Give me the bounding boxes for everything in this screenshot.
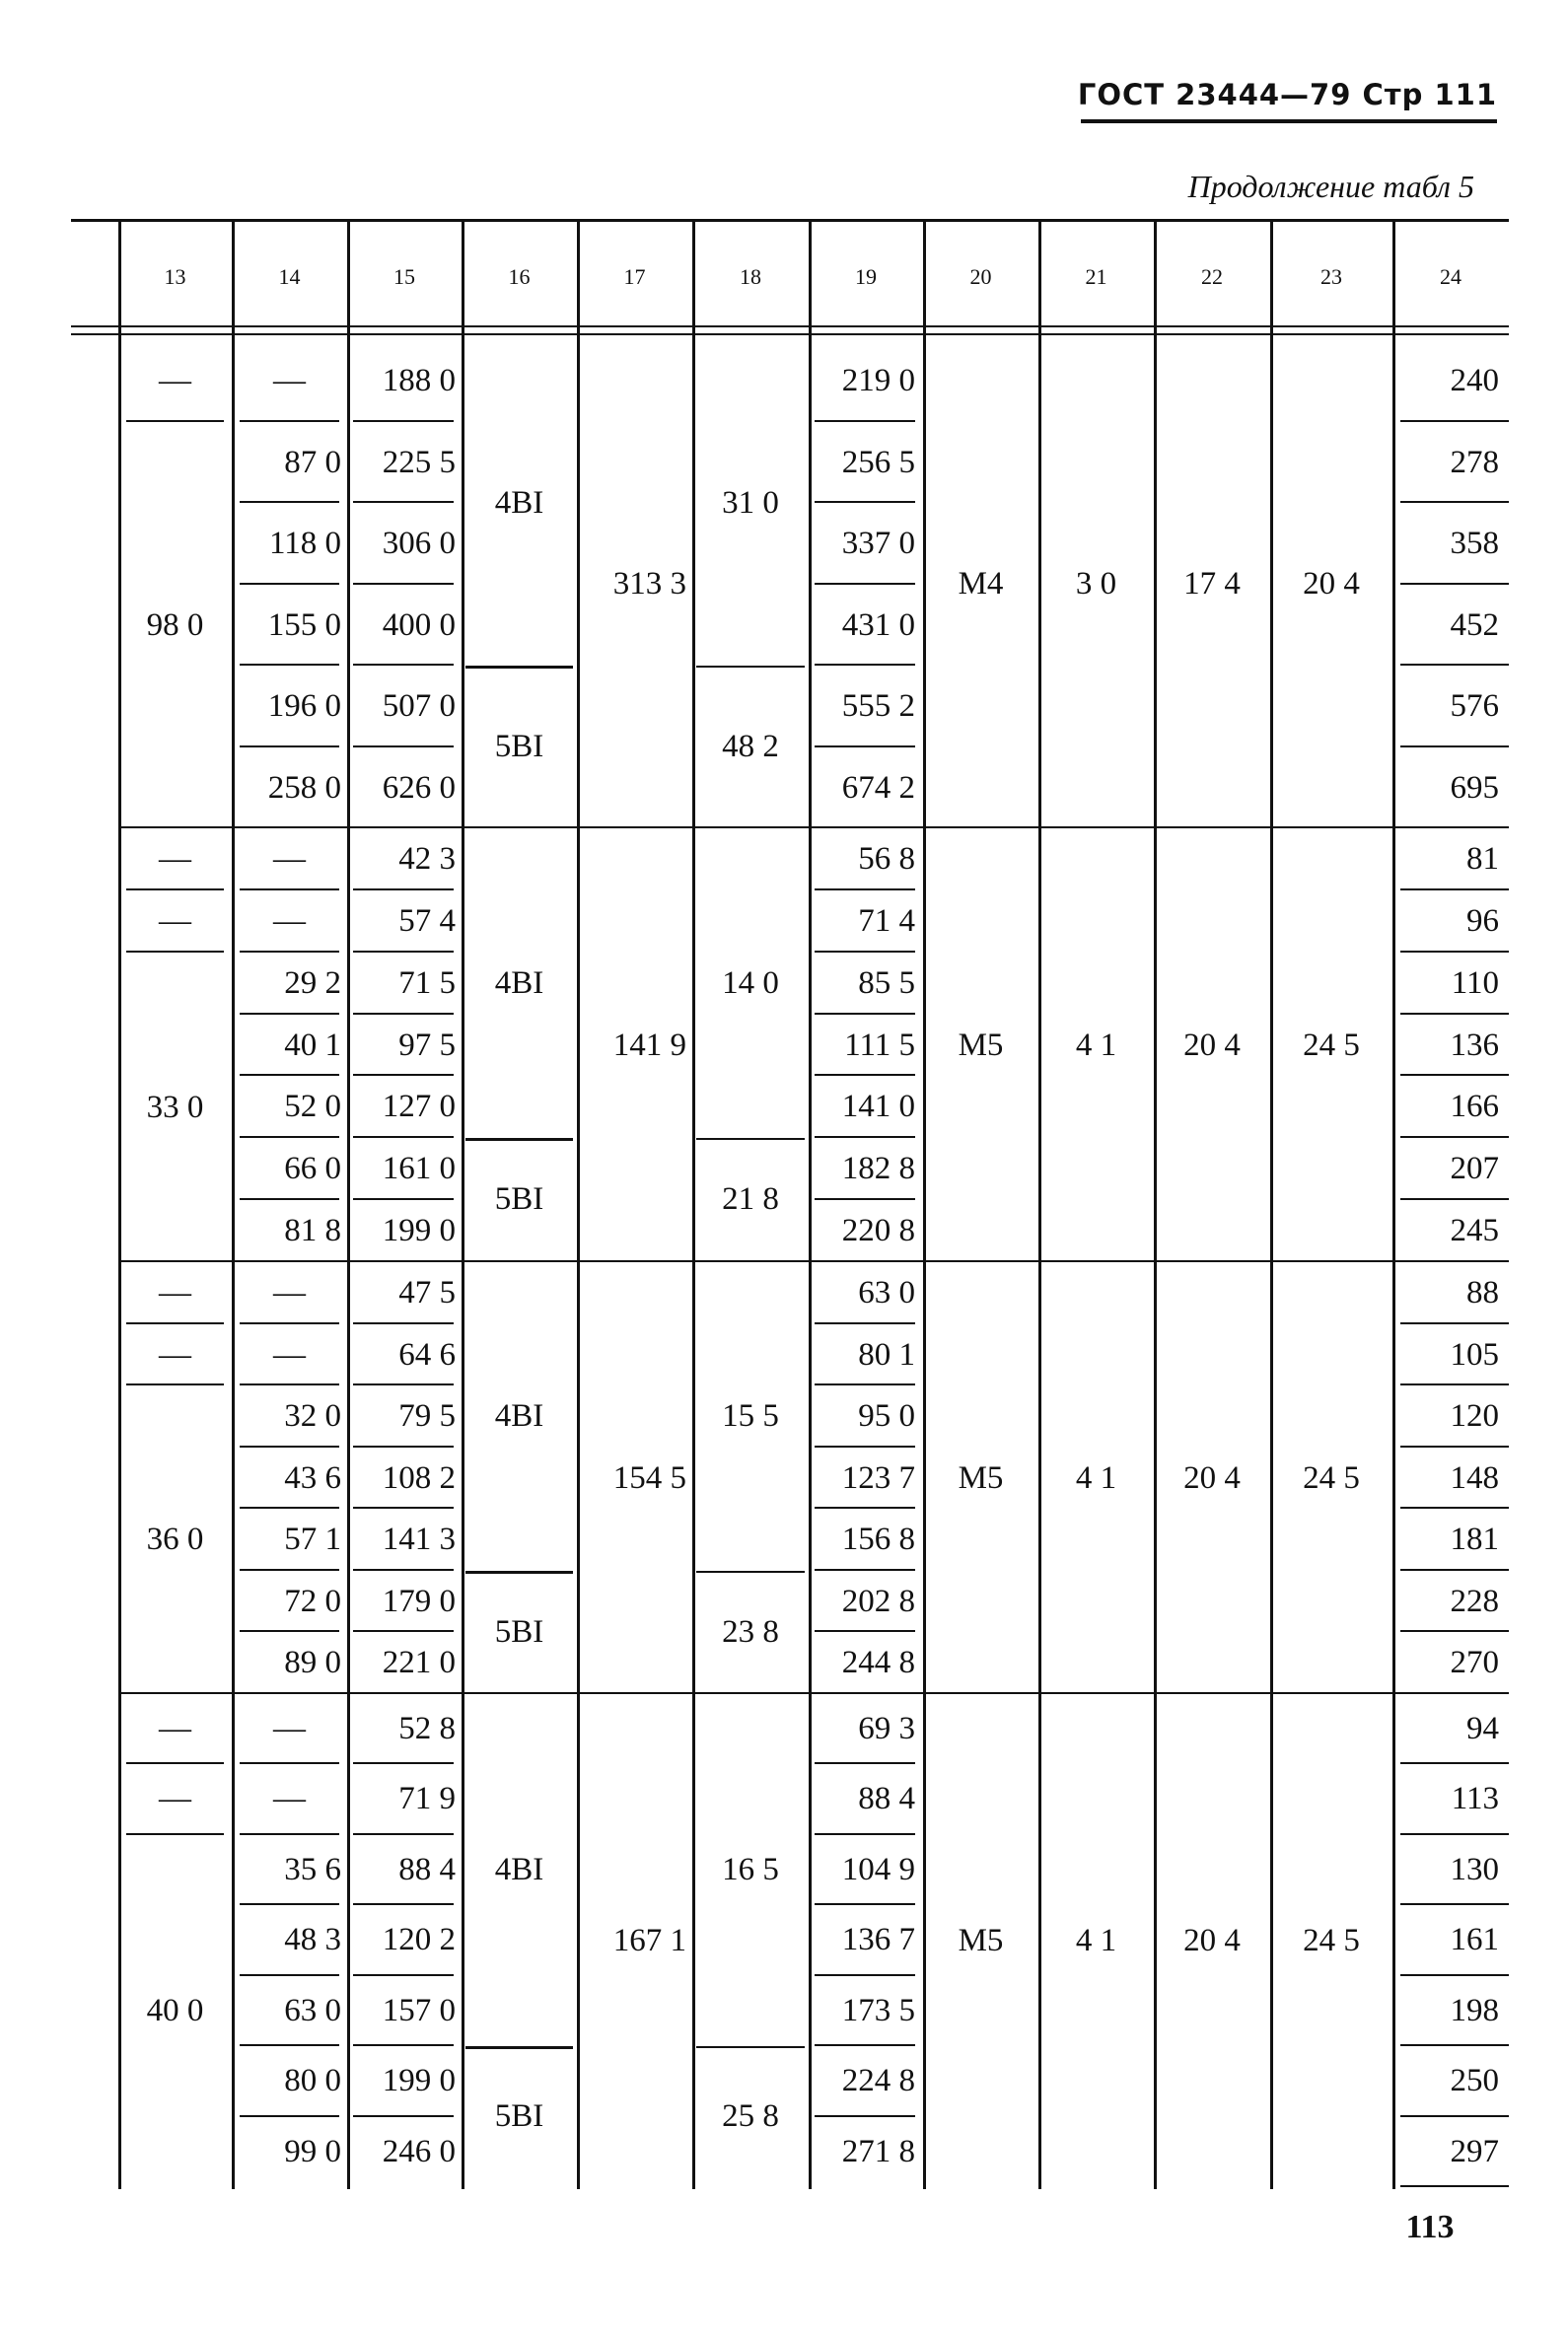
c19-value: 182 8 <box>841 1151 915 1187</box>
row-rule <box>240 1446 339 1448</box>
dash-cell: — <box>273 1336 306 1373</box>
c19-value: 202 8 <box>841 1583 915 1619</box>
row-rule <box>240 2115 339 2117</box>
c19-value: 220 8 <box>841 1213 915 1249</box>
c24-value: 245 <box>1450 1213 1499 1249</box>
dash-cell: — <box>159 841 191 877</box>
c24-value: 88 <box>1466 1275 1499 1311</box>
c24-value: 130 <box>1450 1851 1499 1887</box>
c15-value: 306 0 <box>382 526 456 561</box>
c15-value: 626 0 <box>382 769 456 806</box>
c19-value: 141 0 <box>841 1089 915 1125</box>
c14-value: 155 0 <box>267 606 341 643</box>
c24-value: 358 <box>1450 526 1499 561</box>
row-rule <box>465 666 573 669</box>
c19-value: 219 0 <box>841 363 915 398</box>
c19-value: 56 8 <box>858 841 915 877</box>
c16-value: 5BI <box>494 729 544 764</box>
row-rule <box>240 1322 339 1324</box>
c24-value: 94 <box>1466 1711 1499 1746</box>
column-header-16: 16 <box>508 264 531 289</box>
c15-value: 97 5 <box>398 1027 456 1063</box>
row-rule <box>240 1074 339 1076</box>
c18-value: 15 5 <box>722 1398 779 1434</box>
column-header-22: 22 <box>1201 264 1223 289</box>
c24-value: 105 <box>1450 1336 1499 1373</box>
row-rule <box>696 1138 805 1140</box>
c19-value: 85 5 <box>858 964 915 1001</box>
c16-value: 5BI <box>494 1613 544 1650</box>
page-header-title: ГОСТ 23444—79 Стр 111 <box>1077 78 1497 111</box>
c15-value: 127 0 <box>382 1089 456 1125</box>
c24-value: 81 <box>1466 841 1499 877</box>
c22-value: 20 4 <box>1183 1028 1241 1063</box>
c21-value: 3 0 <box>1075 566 1117 602</box>
row-rule <box>465 2046 573 2049</box>
dash-cell: — <box>273 1711 306 1746</box>
c19-value: 156 8 <box>841 1522 915 1558</box>
c14-value: 89 0 <box>284 1645 341 1681</box>
c24-value: 297 <box>1450 2133 1499 2169</box>
dash-cell: — <box>159 1781 191 1817</box>
c15-value: 221 0 <box>382 1645 456 1681</box>
c24-value: 136 <box>1450 1027 1499 1063</box>
c16-value: 4BI <box>494 1398 544 1434</box>
c24-value: 161 <box>1450 1922 1499 1958</box>
row-rule <box>240 1903 339 1905</box>
c24-value: 270 <box>1450 1645 1499 1681</box>
c19-value: 431 0 <box>841 606 915 643</box>
c16-value: 5BI <box>494 1181 544 1218</box>
row-rule <box>240 2044 339 2046</box>
c14-value: 32 0 <box>284 1398 341 1435</box>
table-continuation-caption: Продолжение табл 5 <box>1187 169 1474 204</box>
header-bottom-rule-2 <box>71 333 1509 335</box>
c14-value: 258 0 <box>267 769 341 806</box>
c19-value: 224 8 <box>841 2063 915 2099</box>
c17-value: 154 5 <box>612 1460 686 1496</box>
row-rule <box>240 888 339 890</box>
c18-value: 31 0 <box>722 485 779 521</box>
row-rule <box>240 501 339 503</box>
c19-value: 271 8 <box>841 2133 915 2169</box>
c14-value: 43 6 <box>284 1459 341 1496</box>
c15-value: 42 3 <box>398 841 456 877</box>
c19-value: 173 5 <box>841 1992 915 2028</box>
c13-main-value: 40 0 <box>146 1992 204 2028</box>
c14-value: 87 0 <box>284 444 341 480</box>
c14-value: 99 0 <box>284 2133 341 2169</box>
c18-value: 25 8 <box>722 2098 779 2135</box>
c16-value: 4BI <box>494 1852 544 1887</box>
c24-value: 96 <box>1466 902 1499 939</box>
row-rule <box>240 1974 339 1976</box>
c15-value: 141 3 <box>382 1522 456 1558</box>
row-rule <box>240 1630 339 1632</box>
c18-value: 23 8 <box>722 1613 779 1650</box>
c16-value: 4BI <box>494 965 544 1001</box>
c14-value: 40 1 <box>284 1027 341 1063</box>
c21-value: 4 1 <box>1075 1028 1117 1063</box>
c24-value: 198 <box>1450 1992 1499 2028</box>
c17-value: 313 3 <box>612 566 686 602</box>
c21-value: 4 1 <box>1075 1923 1117 1958</box>
c19-value: 256 5 <box>841 444 915 480</box>
c19-value: 244 8 <box>841 1645 915 1681</box>
c15-value: 507 0 <box>382 688 456 724</box>
header-bottom-rule-1 <box>71 325 1509 327</box>
c13-main-value: 33 0 <box>146 1089 204 1125</box>
dash-cell: — <box>159 1711 191 1746</box>
c15-value: 71 5 <box>398 964 456 1001</box>
c19-value: 104 9 <box>841 1851 915 1887</box>
c15-value: 52 8 <box>398 1711 456 1746</box>
row-rule <box>240 951 339 953</box>
c24-value: 207 <box>1450 1151 1499 1187</box>
c15-value: 120 2 <box>382 1922 456 1958</box>
c17-value: 141 9 <box>612 1028 686 1063</box>
row-rule <box>696 666 805 668</box>
c19-value: 674 2 <box>841 769 915 806</box>
column-header-23: 23 <box>1320 264 1342 289</box>
c15-value: 88 4 <box>398 1851 456 1887</box>
row-rule <box>696 1571 805 1573</box>
row-rule <box>240 1136 339 1138</box>
column-header-18: 18 <box>740 264 761 289</box>
c16-value: 4BI <box>494 485 544 521</box>
c23-value: 24 5 <box>1303 1923 1360 1958</box>
c24-value: 278 <box>1450 444 1499 480</box>
c18-value: 48 2 <box>722 729 779 764</box>
c15-value: 157 0 <box>382 1992 456 2028</box>
c14-value: 52 0 <box>284 1089 341 1125</box>
c19-value: 71 4 <box>858 902 915 939</box>
c20-value: M5 <box>958 1460 1004 1496</box>
c24-value: 120 <box>1450 1398 1499 1435</box>
c14-value: 72 0 <box>284 1583 341 1619</box>
c15-value: 400 0 <box>382 606 456 643</box>
c21-value: 4 1 <box>1075 1460 1117 1496</box>
dash-cell: — <box>159 1275 191 1311</box>
c14-value: 196 0 <box>267 688 341 724</box>
c23-value: 24 5 <box>1303 1460 1360 1496</box>
row-rule <box>240 1383 339 1385</box>
row-rule <box>240 1013 339 1015</box>
c20-value: M4 <box>958 566 1004 602</box>
c19-value: 69 3 <box>858 1711 915 1746</box>
c14-value: 80 0 <box>284 2063 341 2099</box>
c15-value: 161 0 <box>382 1151 456 1187</box>
c14-value: 66 0 <box>284 1151 341 1187</box>
c15-value: 188 0 <box>382 363 456 398</box>
row-rule <box>240 664 339 666</box>
c20-value: M5 <box>958 1028 1004 1063</box>
c24-value: 148 <box>1450 1459 1499 1496</box>
c24-value: 113 <box>1451 1781 1499 1817</box>
row-rule <box>465 1138 573 1141</box>
c15-value: 57 4 <box>398 902 456 939</box>
column-header-15: 15 <box>393 264 415 289</box>
c19-value: 555 2 <box>841 688 915 724</box>
c24-value: 576 <box>1450 688 1499 724</box>
column-header-24: 24 <box>1440 264 1461 289</box>
row-rule <box>240 745 339 747</box>
row-rule <box>1400 2185 1509 2187</box>
column-header-14: 14 <box>278 264 301 289</box>
c24-value: 228 <box>1450 1583 1499 1619</box>
c24-value: 110 <box>1451 964 1499 1001</box>
c15-value: 79 5 <box>398 1398 456 1435</box>
column-header-19: 19 <box>855 264 877 289</box>
c24-value: 181 <box>1450 1522 1499 1558</box>
dash-cell: — <box>273 841 306 877</box>
c24-value: 240 <box>1450 363 1499 398</box>
c22-value: 20 4 <box>1183 1460 1241 1496</box>
c14-value: 48 3 <box>284 1922 341 1958</box>
c18-value: 16 5 <box>722 1852 779 1887</box>
c14-value: 118 0 <box>268 526 341 561</box>
c15-value: 199 0 <box>382 2063 456 2099</box>
c15-value: 179 0 <box>382 1583 456 1619</box>
c19-value: 337 0 <box>841 526 915 561</box>
c15-value: 108 2 <box>382 1459 456 1496</box>
c14-value: 29 2 <box>284 964 341 1001</box>
row-rule <box>240 1833 339 1835</box>
c19-value: 123 7 <box>841 1459 915 1496</box>
dash-cell: — <box>273 1781 306 1817</box>
c19-value: 95 0 <box>858 1398 915 1435</box>
row-rule <box>240 1507 339 1509</box>
row-rule <box>240 583 339 585</box>
c14-value: 81 8 <box>284 1213 341 1249</box>
c14-value: 35 6 <box>284 1851 341 1887</box>
c24-value: 166 <box>1450 1089 1499 1125</box>
column-header-13: 13 <box>164 264 186 289</box>
c15-value: 47 5 <box>398 1275 456 1311</box>
c20-value: M5 <box>958 1923 1004 1958</box>
c19-value: 63 0 <box>858 1275 915 1311</box>
row-rule <box>240 420 339 422</box>
c16-value: 5BI <box>494 2098 544 2135</box>
c19-value: 111 5 <box>844 1027 915 1063</box>
c14-value: 63 0 <box>284 1992 341 2028</box>
column-header-20: 20 <box>969 264 992 289</box>
table-top-rule <box>71 219 1509 222</box>
row-rule <box>240 1569 339 1571</box>
dash-cell: — <box>159 1336 191 1373</box>
dash-cell: — <box>273 1275 306 1311</box>
c18-value: 14 0 <box>722 965 779 1001</box>
c17-value: 167 1 <box>612 1923 686 1958</box>
column-header-21: 21 <box>1085 264 1107 289</box>
row-rule <box>240 1762 339 1764</box>
c23-value: 20 4 <box>1303 566 1360 602</box>
c15-value: 246 0 <box>382 2133 456 2169</box>
row-rule <box>696 2046 805 2048</box>
dash-cell: — <box>273 363 306 398</box>
c19-value: 136 7 <box>841 1922 915 1958</box>
c24-value: 250 <box>1450 2063 1499 2099</box>
dash-cell: — <box>159 363 191 398</box>
c22-value: 17 4 <box>1183 566 1241 602</box>
c19-value: 88 4 <box>858 1781 915 1817</box>
c24-value: 695 <box>1450 769 1499 806</box>
row-rule <box>240 1198 339 1200</box>
column-header-17: 17 <box>623 264 646 289</box>
c15-value: 64 6 <box>398 1336 456 1373</box>
c14-value: 57 1 <box>284 1522 341 1558</box>
dash-cell: — <box>159 902 191 939</box>
c15-value: 225 5 <box>382 444 456 480</box>
c15-value: 71 9 <box>398 1781 456 1817</box>
c24-value: 452 <box>1450 606 1499 643</box>
c23-value: 24 5 <box>1303 1028 1360 1063</box>
page-number: 113 <box>1405 2209 1455 2245</box>
row-rule <box>465 1571 573 1574</box>
c18-value: 21 8 <box>722 1181 779 1218</box>
c22-value: 20 4 <box>1183 1923 1241 1958</box>
c13-main-value: 98 0 <box>146 606 204 643</box>
c15-value: 199 0 <box>382 1213 456 1249</box>
c13-main-value: 36 0 <box>146 1522 204 1558</box>
c19-value: 80 1 <box>858 1336 915 1373</box>
dash-cell: — <box>273 902 306 939</box>
